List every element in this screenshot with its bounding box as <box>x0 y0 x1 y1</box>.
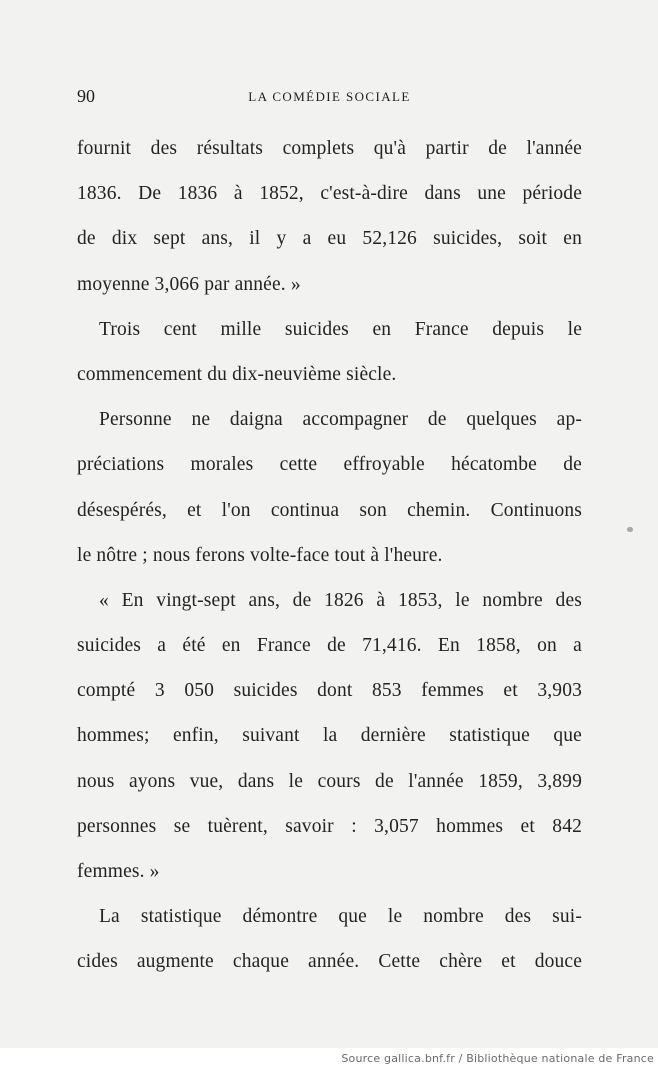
text-line: Trois cent mille suicides en France depuis le <box>99 318 582 340</box>
text-line: femmes. » <box>77 861 160 882</box>
paragraph <box>77 405 582 586</box>
page-number: 90 <box>77 86 95 106</box>
text-line: 1836. De 1836 à 1852, c'est-à-dire dans une période <box>77 183 582 205</box>
text-line: nous ayons vue, dans le cours de l'année 1859, 3,899 <box>77 770 582 792</box>
text-line: La statistique démontre que le nombre des sui- <box>99 906 582 928</box>
source-credit: Source gallica.bnf.fr / Bibliothèque nationale de France <box>341 1052 654 1065</box>
text-line: préciations morales cette effroyable hécatombe de <box>77 454 582 476</box>
scan-speck <box>627 527 633 532</box>
body-text <box>77 134 582 993</box>
paragraph <box>77 902 582 992</box>
text-line: moyenne 3,066 par année. » <box>77 273 301 295</box>
quoted-paragraph <box>77 586 582 902</box>
text-line: désespérés, et l'on continua son chemin. Continuons <box>77 499 582 521</box>
text-line: personnes se tuèrent, savoir : 3,057 hommes et 842 <box>77 815 582 837</box>
paragraph <box>77 134 582 315</box>
text-line: suicides a été en France de 71,416. En 1858, on a <box>77 635 582 657</box>
page-header <box>77 86 582 110</box>
text-line: cides augmente chaque année. Cette chère et douce <box>77 951 582 973</box>
running-title: LA COMÉDIE SOCIALE <box>248 89 411 104</box>
text-line: hommes; enfin, suivant la dernière statistique que <box>77 725 582 747</box>
text-line: le nôtre ; nous ferons volte-face tout à l'heure. <box>77 544 443 566</box>
text-line: fournit des résultats complets qu'à partir de l'année <box>77 138 582 159</box>
text-line: de dix sept ans, il y a eu 52,126 suicides, soit en <box>77 228 582 250</box>
text-line: commencement du dix-neuvième siècle. <box>77 363 397 385</box>
text-line: Personne ne daigna accompagner de quelques ap- <box>99 409 582 431</box>
text-line: « En vingt-sept ans, de 1826 à 1853, le nombre des <box>99 589 582 611</box>
text-line: compté 3 050 suicides dont 853 femmes et 3,903 <box>77 680 582 702</box>
paragraph <box>77 315 582 405</box>
